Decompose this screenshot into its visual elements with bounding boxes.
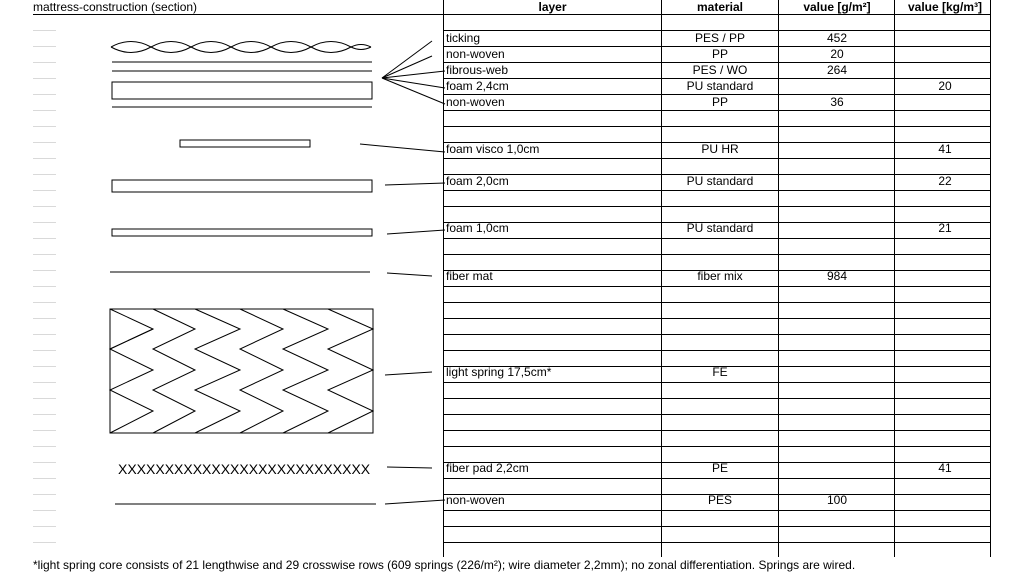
- header-material: material: [696, 0, 744, 14]
- page-title: mattress-construction (section): [33, 0, 198, 14]
- cell-material: PU standard: [686, 221, 754, 235]
- cell-layer: foam visco 1,0cm: [446, 142, 540, 156]
- cell-layer: ticking: [446, 31, 481, 45]
- cell-value-density: 41: [938, 142, 952, 156]
- cell-value-gsm: 452: [826, 31, 848, 45]
- cell-value-gsm: 20: [830, 47, 844, 61]
- ticking-drawing: [111, 42, 371, 53]
- cell-material: PES: [707, 493, 732, 507]
- cell-material: FE: [712, 365, 728, 379]
- cell-value-density: 41: [938, 461, 952, 475]
- cell-value-density: 22: [938, 174, 952, 188]
- cell-material: PES / WO: [692, 63, 748, 77]
- cell-layer: fibrous-web: [446, 63, 509, 77]
- foam-24-drawing: [112, 82, 372, 99]
- cell-layer: non-woven: [446, 95, 505, 109]
- header-value-gsm: value [g/m²]: [803, 0, 871, 14]
- cell-material: PU standard: [686, 79, 754, 93]
- leader-lines: [360, 41, 445, 504]
- cell-layer: fiber mat: [446, 269, 493, 283]
- header-value-density: value [kg/m³]: [907, 0, 982, 14]
- cell-value-gsm: 100: [826, 493, 848, 507]
- cell-value-density: 20: [938, 79, 952, 93]
- cell-material: PP: [711, 95, 728, 109]
- footnote: *light spring core consists of 21 lengthwise and 29 crosswise rows (609 springs (226/m²); wire diameter 2,2mm); no zonal differentiation. Springs are wired.: [33, 558, 856, 572]
- foam-10-drawing: [112, 229, 372, 236]
- cell-layer: non-woven: [446, 47, 505, 61]
- foam-20-drawing: [112, 180, 372, 192]
- header-layer: layer: [538, 0, 567, 14]
- cell-material: PES / PP: [694, 31, 746, 45]
- cell-value-gsm: 264: [826, 63, 848, 77]
- cell-material: PU standard: [686, 174, 754, 188]
- cell-material: fiber mix: [697, 269, 743, 283]
- cell-layer: foam 2,0cm: [446, 174, 509, 188]
- cell-layer: non-woven: [446, 493, 505, 507]
- spring-core-drawing: [110, 309, 373, 433]
- cell-layer: foam 2,4cm: [446, 79, 509, 93]
- cell-layer: fiber pad 2,2cm: [446, 461, 529, 475]
- fiber-pad-drawing: XXXXXXXXXXXXXXXXXXXXXXXXXXX: [118, 461, 371, 477]
- cell-material: PP: [711, 47, 728, 61]
- cell-layer: light spring 17,5cm*: [446, 365, 552, 379]
- cell-layer: foam 1,0cm: [446, 221, 509, 235]
- cell-material: PE: [711, 461, 728, 475]
- cell-value-gsm: 36: [830, 95, 844, 109]
- foam-visco-drawing: [180, 140, 310, 147]
- cell-value-gsm: 984: [826, 269, 848, 283]
- cell-material: PU HR: [701, 142, 739, 156]
- cell-value-density: 21: [938, 221, 952, 235]
